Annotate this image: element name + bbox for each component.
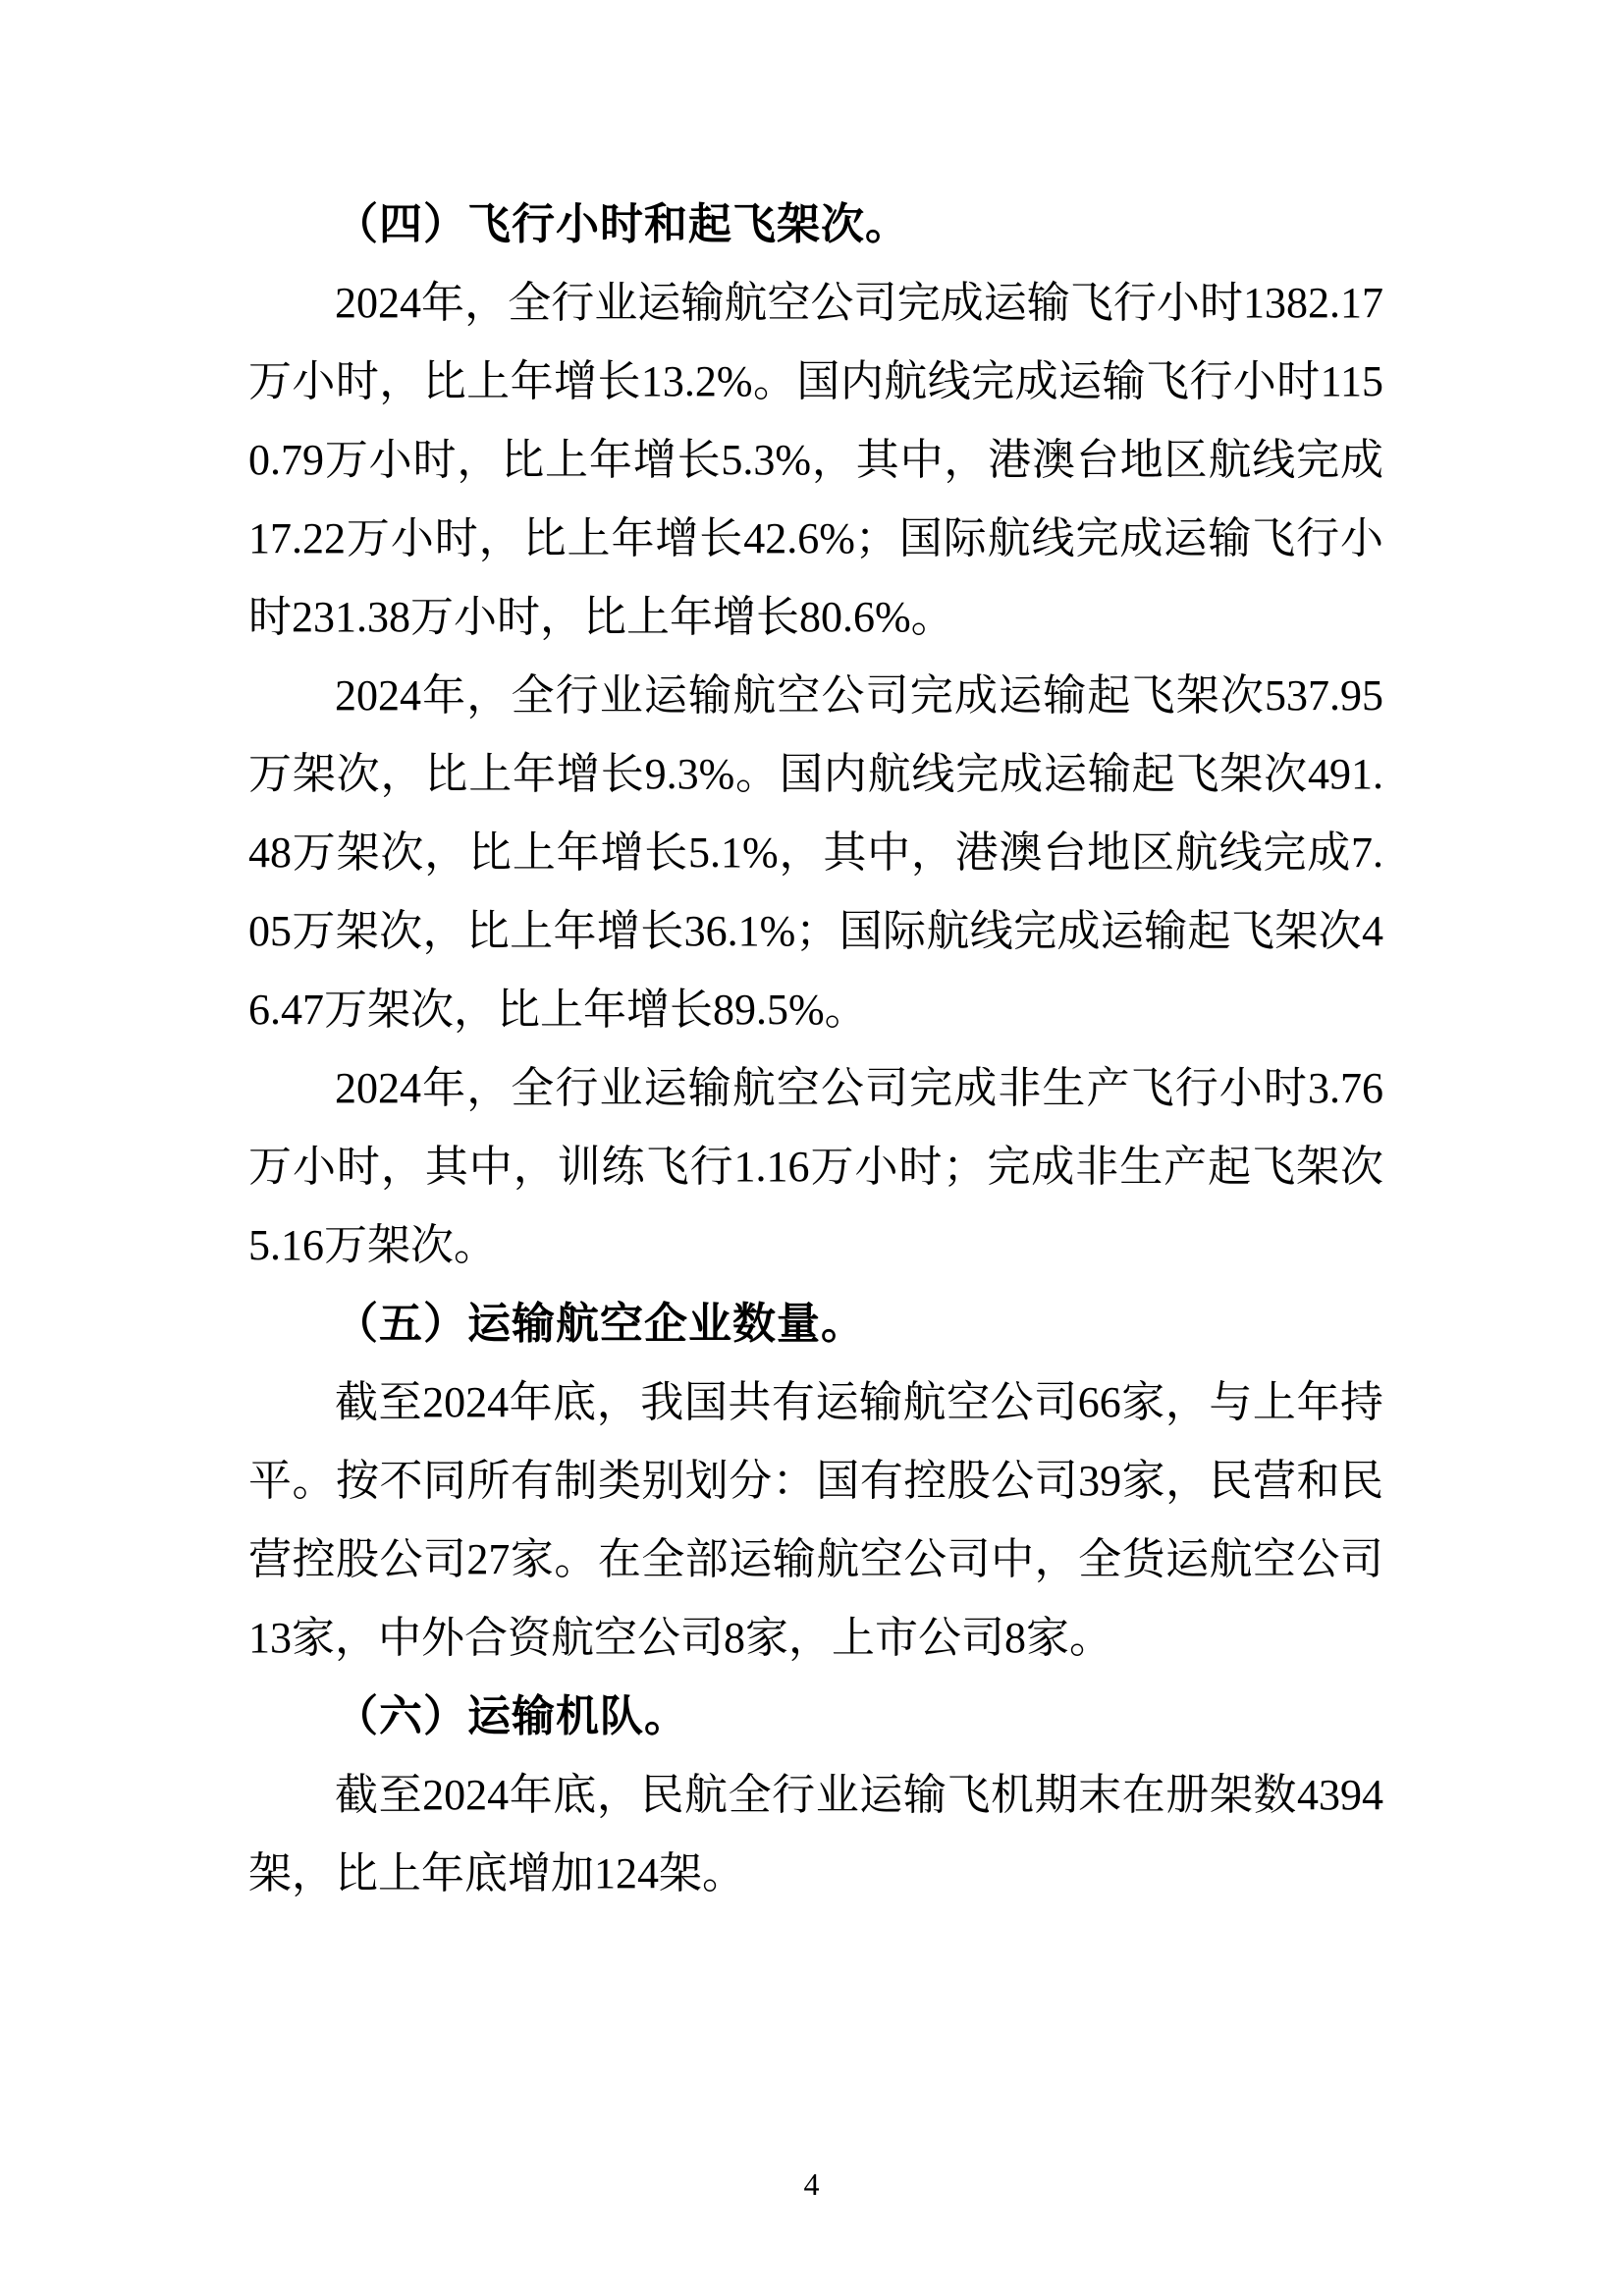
paragraph-non-production: 2024年，全行业运输航空公司完成非生产飞行小时3.76万小时，其中，训练飞行1.16万小时；完成非生产起飞架次5.16万架次。 (248, 1064, 1383, 1269)
section-heading-5: （五）运输航空企业数量。 (335, 1300, 865, 1348)
section-heading-4: （四）飞行小时和起飞架次。 (335, 200, 909, 248)
paragraph-takeoffs: 2024年，全行业运输航空公司完成运输起飞架次537.95万架次，比上年增长9.3%。国内航线完成运输起飞架次491.48万架次，比上年增长5.1%，其中，港澳台地区航线完成7.05万架次，比上年增长36.1%；国际航线完成运输起飞架次46.47万架次，比上年增长89.5%。 (248, 671, 1383, 1034)
paragraph-fleet: 截至2024年底，民航全行业运输飞机期末在册架数4394架，比上年底增加124架。 (248, 1771, 1383, 1897)
paragraph-airline-count: 截至2024年底，我国共有运输航空公司66家，与上年持平。按不同所有制类别划分：国有控股公司39家，民营和民营控股公司27家。在全部运输航空公司中，全货运航空公司13家，中外合资航空公司8家，上市公司8家。 (248, 1378, 1383, 1662)
section-heading-6: （六）运输机队。 (335, 1692, 688, 1740)
paragraph-flight-hours: 2024年，全行业运输航空公司完成运输飞行小时1382.17万小时，比上年增长13.2%。国内航线完成运输飞行小时1150.79万小时，比上年增长5.3%，其中，港澳台地区航线完成17.22万小时，比上年增长42.6%；国际航线完成运输飞行小时231.38万小时，比上年增长80.6%。 (248, 279, 1383, 641)
page-number: 4 (803, 2166, 820, 2202)
